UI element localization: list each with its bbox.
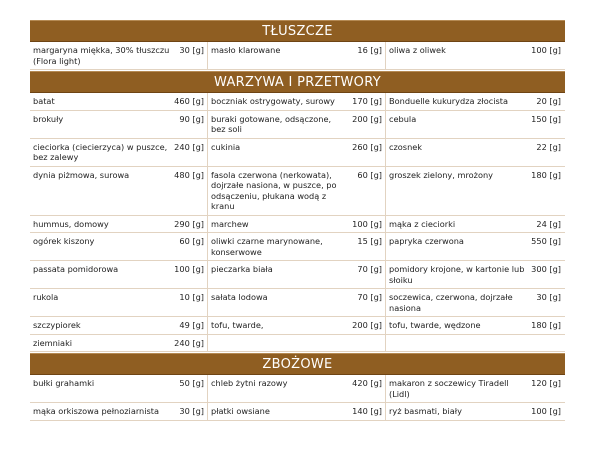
table-row (30, 233, 565, 261)
list-item (386, 375, 564, 402)
item-name: fasola czerwona (nerkowata), dojrzałe nasiona, w puszce, po odsączeniu, płukana wodą z kranu (211, 169, 337, 211)
item-quantity: 120 [g] (531, 378, 561, 388)
item-name: sałata lodowa (211, 292, 268, 302)
item-name: pieczarka biała (211, 264, 273, 274)
item-name: marchew (211, 218, 249, 229)
item-quantity: 180 [g] (531, 169, 561, 180)
list-item (386, 139, 564, 166)
item-name: rukola (33, 292, 59, 302)
list-item (386, 261, 564, 288)
item-name: margaryna miękka, 30% tłuszczu (Flora light) (33, 45, 170, 66)
table-row (30, 403, 565, 421)
item-quantity: 550 [g] (531, 236, 561, 246)
item-quantity: 200 [g] (352, 113, 382, 124)
list-item (386, 317, 564, 334)
item-quantity: 170 [g] (352, 96, 382, 106)
table-row (30, 317, 565, 335)
table-row (30, 375, 565, 403)
item-name: cukinia (211, 141, 241, 152)
list-item (30, 335, 208, 352)
table-row (30, 167, 565, 216)
item-quantity: 180 [g] (531, 320, 561, 330)
item-quantity: 240 [g] (174, 337, 204, 348)
table-row (30, 111, 565, 139)
item-name: płatki owsiane (211, 406, 270, 416)
item-quantity: 24 [g] (536, 218, 561, 229)
item-quantity: 70 [g] (357, 264, 382, 274)
item-name: ryż basmati, biały (389, 406, 462, 416)
section-title: TŁUSZCZE (30, 20, 565, 42)
list-item (386, 216, 564, 233)
item-quantity: 200 [g] (352, 320, 382, 330)
item-name: papryka czerwona (389, 236, 464, 246)
table-row (30, 93, 565, 111)
item-name: mąka orkiszowa pełnoziarnista (33, 406, 160, 416)
item-quantity: 100 [g] (531, 406, 561, 416)
item-name: cieciorka (ciecierzyca) w puszce, bez zalewy (33, 141, 168, 162)
list-item (208, 167, 386, 215)
item-name: boczniak ostrygowaty, surowy (211, 96, 335, 106)
item-quantity: 49 [g] (179, 320, 204, 330)
list-item (386, 167, 564, 215)
list-item (386, 111, 564, 138)
section-fats (30, 20, 565, 70)
list-item (208, 261, 386, 288)
item-quantity: 60 [g] (357, 169, 382, 180)
item-quantity: 30 [g] (179, 406, 204, 416)
item-quantity: 30 [g] (179, 45, 204, 55)
table-row (30, 335, 565, 353)
item-quantity: 150 [g] (531, 113, 561, 124)
list-item (30, 167, 208, 215)
item-name: czosnek (389, 141, 423, 152)
item-name: oliwki czarne marynowane, konserwowe (211, 236, 323, 257)
table-row (30, 216, 565, 234)
item-name: tofu, twarde, wędzone (389, 320, 481, 330)
list-item (208, 93, 386, 110)
list-item (386, 233, 564, 260)
list-item (208, 139, 386, 166)
item-quantity: 100 [g] (352, 218, 382, 229)
item-name: ziemniaki (33, 337, 73, 348)
item-name: passata pomidorowa (33, 264, 119, 274)
section-title: WARZYWA I PRZETWORY (30, 71, 565, 93)
list-item (30, 261, 208, 288)
item-quantity: 300 [g] (531, 264, 561, 274)
item-name: cebula (389, 113, 417, 124)
list-item (386, 289, 564, 316)
list-item (208, 289, 386, 316)
list-item (30, 93, 208, 110)
list-item (30, 375, 208, 402)
item-quantity: 140 [g] (352, 406, 382, 416)
item-quantity: 420 [g] (352, 378, 382, 388)
item-quantity: 260 [g] (352, 141, 382, 152)
item-name: groszek zielony, mrożony (389, 169, 493, 180)
item-quantity: 100 [g] (531, 45, 561, 55)
section-vegetables (30, 71, 565, 352)
item-quantity: 460 [g] (174, 96, 204, 106)
item-quantity: 60 [g] (179, 236, 204, 246)
shopping-list (30, 19, 565, 421)
item-name: Bonduelle kukurydza złocista (389, 96, 509, 106)
list-item (208, 317, 386, 334)
item-quantity: 30 [g] (536, 292, 561, 302)
item-quantity: 50 [g] (179, 378, 204, 388)
table-row (30, 261, 565, 289)
list-item (30, 317, 208, 334)
item-name: szczypiorek (33, 320, 81, 330)
item-name: dynia piżmowa, surowa (33, 169, 130, 180)
item-name: soczewica, czerwona, dojrzałe nasiona (389, 292, 513, 313)
section-grains (30, 353, 565, 421)
list-item (30, 216, 208, 233)
item-quantity: 290 [g] (174, 218, 204, 229)
table-row (30, 139, 565, 167)
list-item (30, 111, 208, 138)
list-item (208, 233, 386, 260)
item-name: oliwa z oliwek (389, 45, 446, 55)
empty-cell (386, 335, 564, 352)
item-name: buraki gotowane, odsączone, bez soli (211, 113, 332, 134)
list-item (30, 289, 208, 316)
item-name: masło klarowane (211, 45, 281, 55)
list-item (30, 42, 208, 69)
item-quantity: 100 [g] (174, 264, 204, 274)
item-name: brokuły (33, 113, 64, 124)
table-row (30, 289, 565, 317)
list-item (208, 375, 386, 402)
item-quantity: 480 [g] (174, 169, 204, 180)
item-name: bułki grahamki (33, 378, 95, 388)
list-item (208, 42, 386, 69)
item-quantity: 15 [g] (357, 236, 382, 246)
list-item (386, 403, 564, 420)
list-item (386, 42, 564, 69)
item-name: makaron z soczewicy Tiradell (Lidl) (389, 378, 509, 399)
item-quantity: 20 [g] (536, 96, 561, 106)
list-item (208, 216, 386, 233)
list-item (208, 111, 386, 138)
item-name: ogórek kiszony (33, 236, 95, 246)
section-title: ZBOŻOWE (30, 353, 565, 375)
item-name: pomidory krojone, w kartonie lub słoiku (389, 264, 525, 285)
item-quantity: 90 [g] (179, 113, 204, 124)
item-quantity: 70 [g] (357, 292, 382, 302)
empty-cell (208, 335, 386, 352)
item-name: chleb żytni razowy (211, 378, 288, 388)
item-quantity: 16 [g] (357, 45, 382, 55)
table-row (30, 42, 565, 70)
item-quantity: 22 [g] (536, 141, 561, 152)
list-item (386, 93, 564, 110)
list-item (208, 403, 386, 420)
item-name: batat (33, 96, 55, 106)
list-item (30, 233, 208, 260)
item-quantity: 10 [g] (179, 292, 204, 302)
list-item (30, 403, 208, 420)
item-name: mąka z cieciorki (389, 218, 456, 229)
item-name: tofu, twarde, (211, 320, 264, 330)
list-item (30, 139, 208, 166)
item-quantity: 240 [g] (174, 141, 204, 152)
item-name: hummus, domowy (33, 218, 109, 229)
